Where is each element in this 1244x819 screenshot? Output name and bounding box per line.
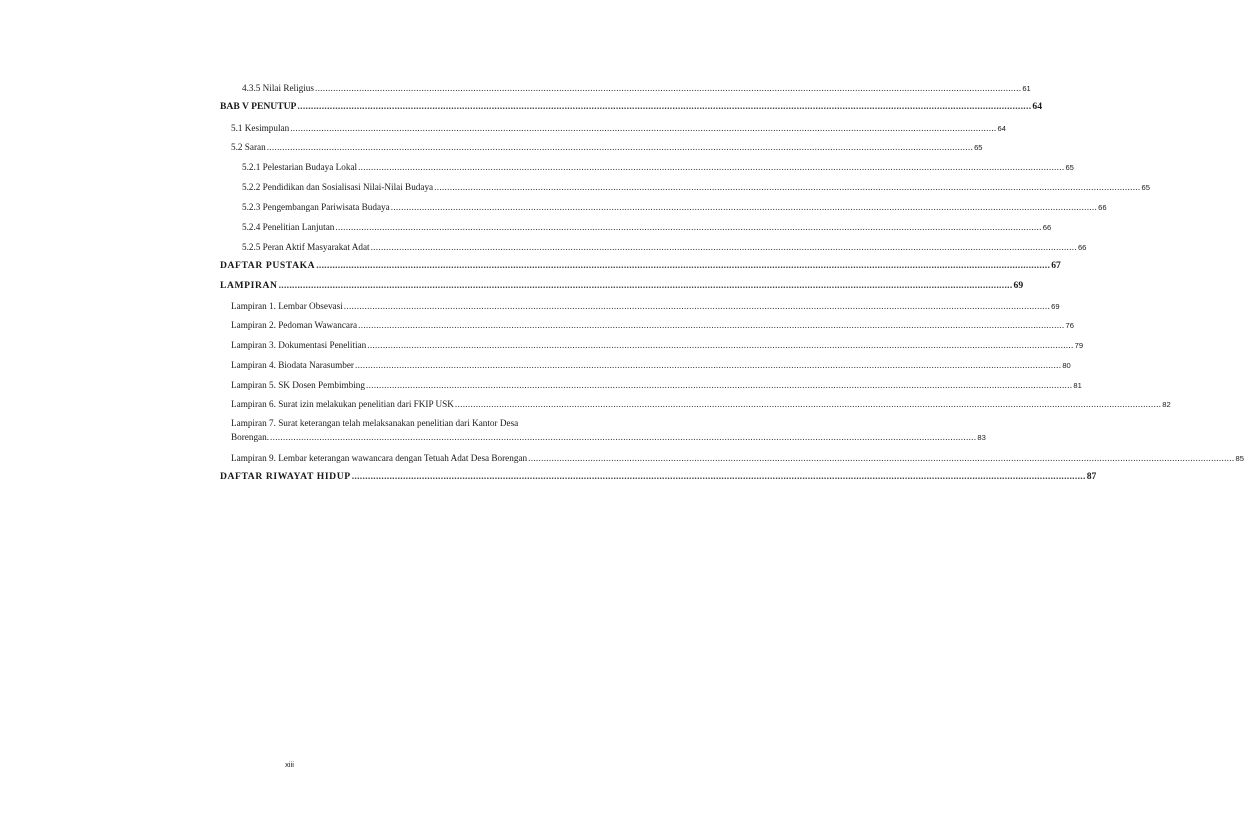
toc-leader-dots (316, 260, 1050, 272)
toc-entry-page: 87 (1086, 471, 1097, 482)
toc-leader-dots (358, 161, 1064, 173)
toc-entry-title-line2: Borengan. (231, 432, 270, 442)
toc-entry-title: DAFTAR PUSTAKA (220, 260, 316, 271)
toc-entry-page: 64 (1032, 101, 1042, 112)
toc-entry-page: 65 (1065, 163, 1074, 172)
toc-entry-title: 4.3.5 Nilai Religius (242, 83, 314, 93)
toc-entry-page: 83 (977, 433, 986, 442)
toc-entry-title: Lampiran 3. Dokumentasi Penelitian (231, 340, 367, 350)
toc-leader-dots (367, 339, 1073, 351)
toc-entry-page: 66 (1098, 203, 1107, 212)
toc-entry-page: 64 (997, 124, 1006, 133)
toc-leader-dots (344, 300, 1050, 312)
toc-entry-page: 66 (1042, 223, 1052, 232)
toc-entry-title: Lampiran 1. Lembar Obsevasi (231, 301, 343, 311)
toc-leader-dots (315, 82, 1021, 94)
toc-entry-page: 61 (1022, 84, 1031, 93)
toc-entry-multiline (231, 416, 986, 445)
toc-leader-dots (267, 141, 973, 153)
toc-leader-dots (528, 452, 1234, 464)
toc-entry-title: BAB V PENUTUP (220, 101, 297, 112)
toc-leader-dots (290, 122, 996, 134)
toc-entry (242, 161, 1074, 174)
toc-entry-page: 66 (1077, 243, 1087, 252)
toc-leader-dots (358, 319, 1064, 331)
toc-entry-title: LAMPIRAN (220, 280, 278, 291)
toc-entry-page: 65 (974, 143, 983, 152)
toc-entry (242, 221, 1052, 234)
toc-entry (242, 82, 1031, 95)
toc-leader-dots (352, 471, 1086, 483)
toc-entry-page: 65 (1141, 183, 1150, 192)
toc-entry (231, 141, 983, 154)
toc-entry-title: 5.2.5 Peran Aktif Masyarakat Adat (242, 242, 370, 252)
toc-entry-title: Lampiran 2. Pedoman Wawancara (231, 320, 358, 330)
toc-entry (242, 181, 1150, 194)
toc-entry (231, 339, 1084, 352)
toc-entry-page: 69 (1051, 302, 1060, 311)
toc-leader-dots (366, 379, 1072, 391)
toc-entry (231, 319, 1074, 332)
toc-entry-title-line1: Lampiran 7. Surat keterangan telah melaksanakan penelitian dari Kantor Desa (231, 418, 519, 428)
toc-entry (231, 398, 1171, 411)
toc-entry-page: 81 (1073, 381, 1082, 390)
toc-leader-dots (391, 201, 1097, 213)
toc-leader-dots (279, 280, 1013, 292)
toc-entry (231, 452, 1244, 465)
toc-entry-title: 5.2.4 Penelitian Lanjutan (242, 222, 335, 232)
toc-entry-page: 80 (1062, 361, 1071, 370)
toc-entry-title: 5.1 Kesimpulan (231, 123, 290, 133)
toc-chapter-entry (220, 280, 1024, 292)
toc-chapter-entry (220, 260, 1061, 272)
toc-entry-title: 5.2.3 Pengembangan Pariwisata Budaya (242, 202, 390, 212)
toc-entry-title: Lampiran 5. SK Dosen Pembimbing (231, 380, 365, 390)
toc-leader-dots (371, 241, 1077, 253)
toc-entry-page: 67 (1051, 260, 1061, 271)
toc-leader-dots (355, 359, 1061, 371)
toc-entry (231, 300, 1060, 313)
toc-entry (231, 122, 1006, 135)
toc-leader-dots (270, 430, 976, 444)
toc-entry-title: 5.2.2 Pendidikan dan Sosialisasi Nilai-Nilai Budaya (242, 182, 434, 192)
toc-entry-title: DAFTAR RIWAYAT HIDUP (220, 471, 351, 482)
toc-entry-title: Lampiran 4. Biodata Narasumber (231, 360, 354, 370)
toc-leader-dots (335, 221, 1041, 233)
toc-leader-dots (455, 398, 1161, 410)
toc-entry-title: Lampiran 9. Lembar keterangan wawancara dengan Tetuah Adat Desa Borengan (231, 453, 528, 463)
toc-entry (231, 359, 1071, 372)
toc-entry-page: 85 (1235, 454, 1244, 463)
toc-entry-title: Lampiran 6. Surat izin melakukan penelitian dari FKIP USK (231, 399, 454, 409)
toc-entry (231, 379, 1082, 392)
toc-entry-page: 76 (1065, 321, 1074, 330)
toc-leader-dots (297, 101, 1031, 113)
toc-entry-title: 5.2 Saran (231, 142, 266, 152)
toc-entry-title: 5.2.1 Pelestarian Budaya Lokal (242, 162, 358, 172)
toc-entry-page: 69 (1013, 280, 1024, 291)
page-number: xiii (285, 760, 294, 769)
toc-entry-page: 79 (1074, 341, 1084, 350)
toc-entry (242, 201, 1107, 214)
toc-entry-second-line (231, 430, 986, 445)
toc-entry-page: 82 (1162, 400, 1171, 409)
toc-chapter-entry (220, 471, 1097, 483)
toc-leader-dots (434, 181, 1140, 193)
toc-entry (242, 241, 1087, 254)
toc-chapter-entry (220, 101, 1042, 113)
